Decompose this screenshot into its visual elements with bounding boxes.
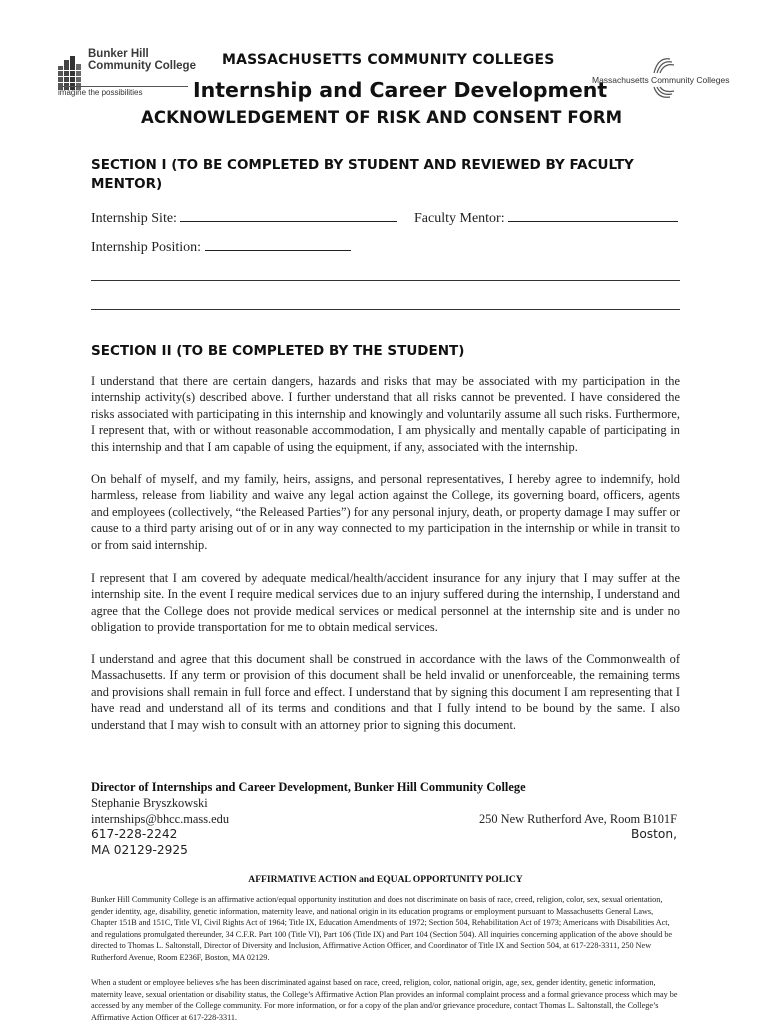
bhcc-logo (58, 48, 196, 100)
faculty-mentor-label: Faculty Mentor: (414, 211, 505, 226)
paragraph-insurance: I represent that I am covered by adequate medical/health/accident insurance for any injury that I may suffer at the internship site. In the event I require medical services due to an injury suffered during the internship, I understand and agree that the College does not provide medical services or medical personnel at the internship site and is under no obligation to provide transportation for me to obtain medical services. (91, 571, 680, 635)
affirmative-action-title: AFFIRMATIVE ACTION and EQUAL OPPORTUNITY POLICY (248, 874, 523, 885)
internship-site-field[interactable] (180, 208, 397, 222)
mcc-logo (592, 55, 742, 105)
paragraph-governing-law: I understand and agree that this document shall be construed in accordance with the laws of the Commonwealth of Massachusetts. If any term or provision of this document shall be held invalid or unenforceable, the remaining terms and provisions shall remain in full force and effect. I understand that by signing this document I am representing that I have read and understand all of its terms and conditions and that I fully intend to be bound by the same. I also understand that I may wish to consult with an attorney prior to signing this document. (91, 652, 680, 732)
section2-heading: SECTION II (TO BE COMPLETED BY THE STUDENT) (91, 343, 465, 359)
contact-email[interactable]: internships@bhcc.mass.edu (91, 812, 230, 826)
internship-position-row (91, 237, 351, 256)
paragraph-indemnify: On behalf of myself, and my family, heirs, assigns, and personal representatives, I hereby agree to indemnify, hold harmless, release from liability and waive any legal action against the College, its governing board, officers, agents and employees (collectively, “the Released Parties”) for any personal injury, death, or property damage I may suffer or cause to a third party arising out of or in any way connected to my participation in the internship or while in transit to or from said internship. (91, 472, 680, 552)
section1-heading (91, 156, 681, 194)
internship-site-label: Internship Site: (91, 211, 177, 226)
form-title: ACKNOWLEDGEMENT OF RISK AND CONSENT FORM (141, 108, 623, 127)
contact-name: Stephanie Bryszkowski (91, 796, 208, 810)
logo-line2: Community College (88, 60, 196, 72)
faculty-mentor-field[interactable] (508, 208, 678, 222)
blank-line-2[interactable] (91, 309, 680, 310)
logo-divider (58, 86, 188, 87)
dept-heading: Internship and Career Development (193, 78, 608, 102)
section1-heading-line2: MENTOR) (91, 176, 163, 192)
logo-tagline: imagine the possibilities (58, 88, 143, 97)
internship-site-row (91, 208, 397, 227)
affirmative-action-paragraph2: When a student or employee believes s/he has been discriminated against based on race, creed, religion, color, national origin, age, sex, gender identity, genetic information, maternity leave, sexual orientation or disability status, the College’s Affirmative Action Plan provides an informal complaint process and a formal grievance process which may be accessed by any member of the College community. For more information, or for a copy of the plan and/or grievance procedure, contact Thomas L. Saltonstall, the College’s Affirmative Action Officer at 617-228-3311. (91, 978, 678, 1022)
tower-icon (58, 56, 82, 90)
contact-zip: MA 02129-2925 (91, 843, 188, 857)
contact-title: Director of Internships and Career Development, Bunker Hill Community College (91, 780, 526, 794)
internship-position-label: Internship Position: (91, 240, 202, 255)
org-heading: MASSACHUSETTS COMMUNITY COLLEGES (222, 52, 555, 68)
internship-position-field[interactable] (205, 237, 351, 251)
faculty-mentor-row (414, 208, 678, 227)
contact-city: Boston, (630, 827, 677, 841)
blank-line-1[interactable] (91, 280, 680, 281)
paragraph-risks: I understand that there are certain dangers, hazards and risks that may be associated with my participation in the internship activity(s) described above. I further understand that all risks cannot be prevented. I have considered the risks associated with participating in this internship and knowingly and voluntarily assume all such risks. Furthermore, I represent that, with or without reasonable accommodation, I am physically and mentally capable of participating in this internship and that I am capable of using the equipment, if any, associated with the internship. (91, 374, 680, 454)
logo-right-text: Massachusetts Community Colleges (592, 75, 730, 85)
section1-heading-line1: SECTION I (TO BE COMPLETED BY STUDENT AND REVIEWED BY FACULTY (91, 157, 634, 173)
contact-address: 250 New Rutherford Ave, Room B101F (478, 812, 677, 826)
affirmative-action-paragraph1: Bunker Hill Community College is an affirmative action/equal opportunity institution and does not discriminate on basis of race, creed, religion, color, sex, sexual orientation, gender identity, age, disability, genetic information, maternity leave, and national origin in its education programs or employment pursuant to Massachusetts General Laws, Chapter 151B and 151C, Title VI, Civil Rights Act of 1964; Title IX, Education Amendments of 1972; Section 504, Rehabilitation Act of 1973; Americans with Disabilities Act, and regulations promulgated thereunder, 34 C.F.R. Part 100 (Title VI), Part 106 (Title IX) and Part 104 (Section 504). All inquiries concerning application of the above should be directed to Thomas L. Saltonstall, Director of Diversity and Inclusion, Affirmative Action Officer, and Coordinator of Title IX and Section 504, at 617-228-3311, 250 New Rutherford Avenue, Room E236F, Boston, MA 02129. (91, 895, 673, 962)
contact-phone: 617-228-2242 (91, 827, 178, 841)
logo-line1: Bunker Hill (88, 48, 149, 60)
